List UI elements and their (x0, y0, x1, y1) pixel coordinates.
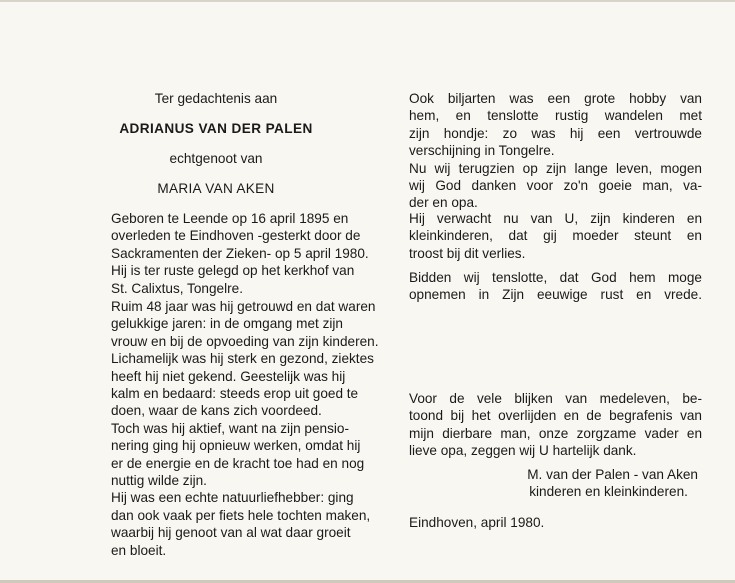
text-line: hem, en tenslotte rustig wandelen met (409, 108, 702, 124)
text-line: kleinkinderen, dat gij moeder steunt en (409, 228, 702, 244)
text-line: der en opa. (409, 195, 478, 211)
text-line: mijn dierbare man, onze zorgzame vader en (409, 425, 702, 441)
spouse-of-line: echtgenoot van (169, 151, 263, 166)
text-line: troost bij dit verlies. (409, 245, 526, 261)
text-line: heeft hij niet gekend. Geestelijk was hij (111, 368, 346, 384)
text-line: lieve opa, zeggen wij U hartelijk dank. (409, 443, 637, 459)
prayer-paragraph (409, 269, 702, 304)
text-line: Hij is ter ruste gelegd op het kerkhof van (111, 263, 355, 279)
text-line: Geboren te Leende op 16 april 1895 en (111, 211, 349, 226)
text-line: Toch was hij aktief, want na zijn pensio- (111, 420, 350, 436)
text-line: Lichamelijk was hij sterk en gezond, ziektes (111, 351, 374, 367)
signature-family: kinderen en kleinkinderen. (529, 484, 688, 500)
text-line: gelukkige jaren: in de omgang met zijn (111, 316, 343, 332)
text-line: wij God danken voor zo'n goeie man, va- (409, 178, 702, 194)
text-line: nering ging hij opnieuw werken, omdat hij (111, 438, 361, 454)
expectation-paragraph (409, 210, 702, 262)
text-line: opnemen in Zijn eeuwige rust en vrede. (409, 287, 702, 303)
in-memory-line: Ter gedachtenis aan (154, 91, 278, 106)
text-line: verschijning in Tongelre. (409, 143, 555, 159)
hobby-paragraph (409, 90, 702, 212)
life-paragraph (111, 298, 379, 559)
text-line: Sackramenten der Zieken- op 5 april 1980. (111, 245, 369, 261)
text-line: St. Calixtus, Tongelre. (111, 280, 243, 296)
text-line: Ruim 48 jaar was hij getrouwd en dat waren (111, 299, 376, 314)
text-line: Ook biljarten was een grote hobby van (409, 91, 702, 106)
text-line: doen, waar de kans zich voordeed. (111, 403, 322, 419)
text-line: dan ook vaak per fiets hele tochten maken, (111, 507, 371, 523)
spouse-name: MARIA VAN AKEN (157, 181, 275, 196)
text-line: Voor de vele blijken van medeleven, be- (409, 391, 702, 406)
text-line: Nu wij terugzien op zijn lange leven, mogen (409, 160, 702, 176)
signature-name: M. van der Palen - van Aken (527, 467, 698, 482)
text-line: toond bij het overlijden en de begrafenis van (409, 408, 702, 424)
text-line: kalm en bedaard: steeds erop uit goed te (111, 386, 359, 402)
text-line: Hij verwacht nu van U, zijn kinderen en (409, 211, 702, 226)
thanks-paragraph (409, 390, 702, 460)
text-line: en bloeit. (111, 542, 167, 558)
text-line: waarbij hij genoot van al wat daar groeit (111, 525, 351, 541)
birth-death-paragraph (111, 210, 369, 297)
text-line: nuttig wilde zijn. (111, 473, 207, 489)
text-line: vrouw en bij de opvoeding van zijn kinderen. (111, 333, 379, 349)
deceased-name: ADRIANUS VAN DER PALEN (119, 121, 313, 136)
signature-block (527, 466, 698, 501)
text-line: er de energie en de kracht toe had en nog (111, 455, 365, 471)
text-line: overleden te Eindhoven -gesterkt door de (111, 228, 361, 244)
text-line: Bidden wij tenslotte, dat God hem moge (409, 270, 702, 285)
text-line: Hij was een echte natuurliefhebber: ging (111, 490, 354, 506)
place-date: Eindhoven, april 1980. (409, 515, 545, 530)
text-line: zijn hondje: zo was hij een vertrouwde (409, 125, 702, 141)
